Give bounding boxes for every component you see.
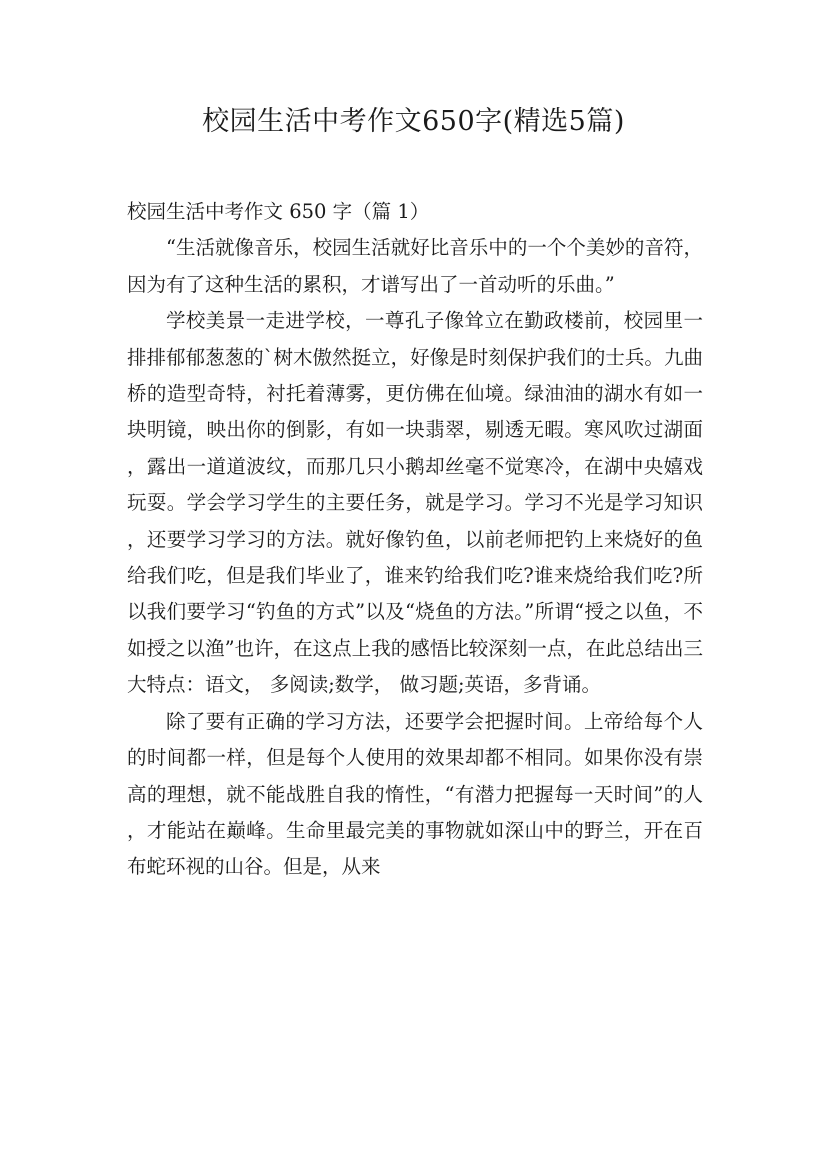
section-heading: 校园生活中考作文 650 字（篇 1） (127, 200, 430, 223)
article-body (127, 194, 703, 886)
paragraph-3: 除了要有正确的学习方法，还要学会把握时间。上帝给每个人的时间都一样，但是每个人使用的效果却都不相同。如果你没有崇高的理想，就不能战胜自我的惰性，“有潜力把握每一天时间”的人，才能站在巅峰。生命里最完美的事物就如深山中的野兰，开在百布蛇环视的山谷。但是，从来 (127, 709, 703, 879)
document-title: 校园生活中考作文650字(精选5篇) (202, 106, 625, 137)
paragraph-1: “生活就像音乐，校园生活就好比音乐中的一个个美妙的音符，因为有了这种生活的累积，才谱写出了一首动听的乐曲。” (127, 236, 703, 296)
paragraph-2: 学校美景一走进学校，一尊孔子像耸立在勤政楼前，校园里一排排郁郁葱葱的`树木傲然挺立，好像是时刻保护我们的士兵。九曲桥的造型奇特，衬托着薄雾，更仿佛在仙境。绿油油的湖水有如一块明镜，映出你的倒影，有如一块翡翠，剔透无暇。寒风吹过湖面，露出一道道波纹，而那几只小鹅却丝毫不觉寒冷，在湖中央嬉戏玩耍。学会学习学生的主要任务，就是学习。学习不光是学习知识，还要学习学习的方法。就好像钓鱼，以前老师把钓上来烧好的鱼给我们吃，但是我们毕业了，谁来钓给我们吃?谁来烧给我们吃?所以我们要学习“钓鱼的方式”以及“烧鱼的方法。”所谓“授之以鱼，不如授之以渔”也许，在这点上我的感悟比较深刻一点，在此总结出三大特点：语文， 多阅读;数学， 做习题;英语，多背诵。 (127, 309, 703, 697)
